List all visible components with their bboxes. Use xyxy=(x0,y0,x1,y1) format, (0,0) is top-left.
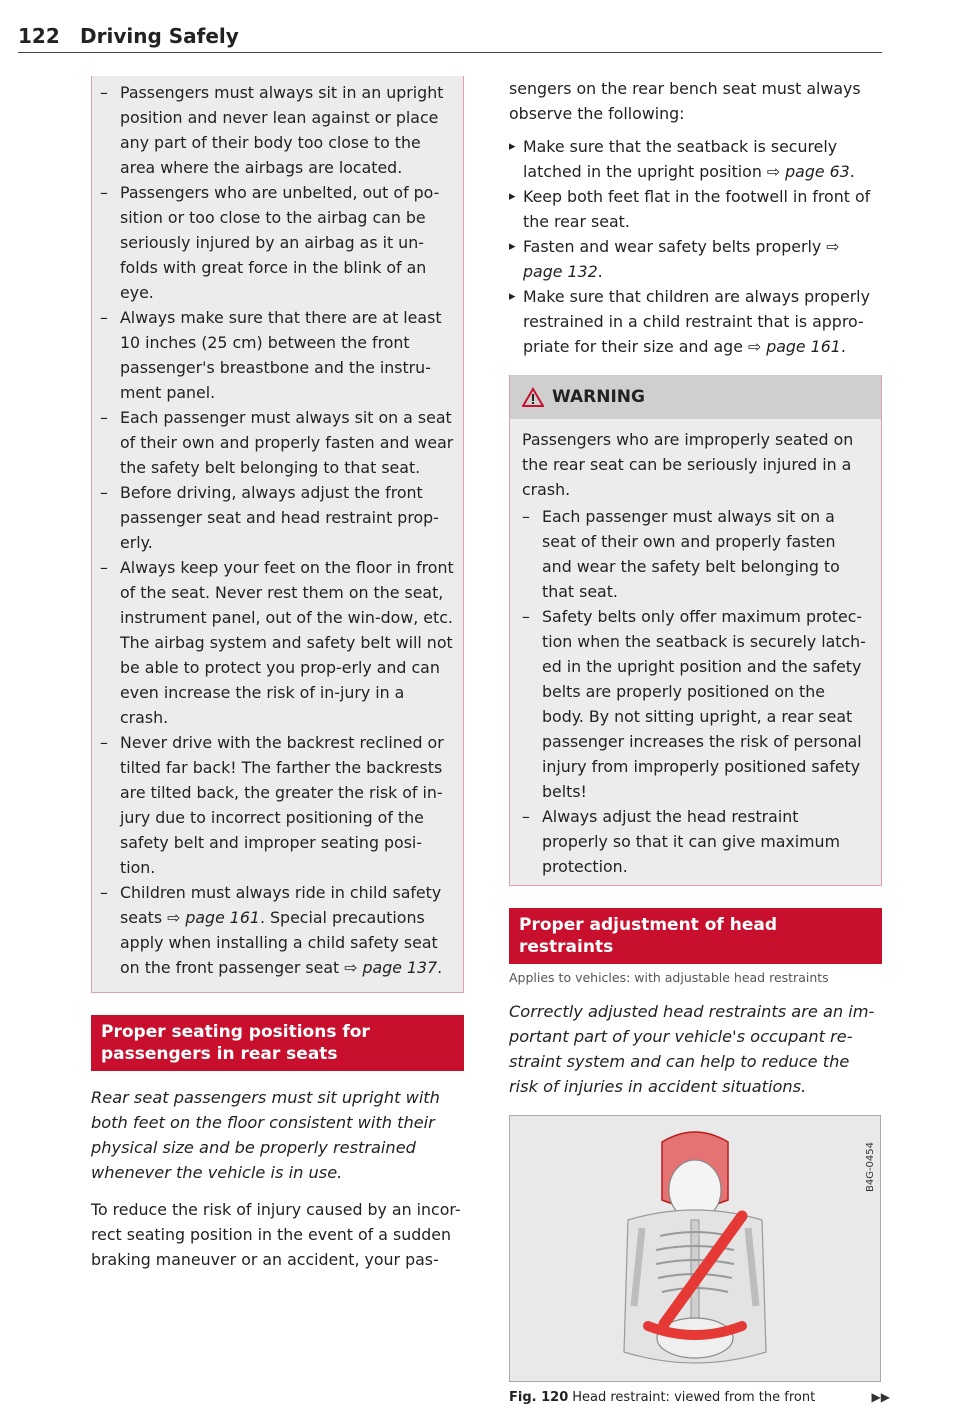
page-reference-link[interactable]: ⇨ page 137 xyxy=(344,958,438,977)
head-restraint-illustration xyxy=(510,1116,880,1381)
list-item: – Each passenger must always sit on a seat of their own and properly fasten and wear the safety belt belonging to that seat. xyxy=(522,504,869,604)
page-header xyxy=(18,22,882,53)
warning-triangle-icon xyxy=(522,387,544,407)
step-item: ▸ Fasten and wear safety belts properly ⇨ page 132. xyxy=(509,234,882,284)
list-item: – Passengers who are unbelted, out of po-sition or too close to the airbag can be seriously injured by an airbag as it un-folds with great force in the blink of an eye. xyxy=(100,180,455,305)
applies-to-note: Applies to vehicles: with adjustable head restraints xyxy=(509,970,829,985)
page-number: 122 xyxy=(18,24,60,48)
safety-notes-box xyxy=(91,76,464,993)
page-reference-link[interactable]: ⇨ page 161 xyxy=(747,337,841,356)
warning-title: WARNING xyxy=(552,387,645,407)
list-item: – Always make sure that there are at least 10 inches (25 cm) between the front passenger's breastbone and the instru-ment panel. xyxy=(100,305,455,405)
section-lead: Rear seat passengers must sit upright with both feet on the floor consistent with their physical size and be properly restrained whenever the vehicle is in use. xyxy=(91,1088,440,1182)
chapter-title: Driving Safely xyxy=(80,24,239,48)
body-text: To reduce the risk of injury caused by an incor-rect seating position in the event of a sudden braking maneuver or an accident, your pas- xyxy=(91,1200,461,1269)
page-reference-link[interactable]: ⇨ page 63 xyxy=(766,162,850,181)
list-item: – Passengers must always sit in an upright position and never lean against or place any part of their body too close to the area where the airbags are located. xyxy=(100,80,455,180)
section-heading-head-restraints: Proper adjustment of head restraints xyxy=(509,908,882,964)
page-reference-link[interactable]: ⇨ page 161 xyxy=(167,908,260,927)
warning-header xyxy=(510,375,881,419)
warning-intro: Passengers who are improperly seated on the rear seat can be seriously injured in a crash. xyxy=(522,430,854,499)
figure-code: B4G-0454 xyxy=(865,1142,876,1193)
right-column xyxy=(509,76,890,1405)
body-text-continued: sengers on the rear bench seat must always observe the following: xyxy=(509,79,861,123)
section-lead: Correctly adjusted head restraints are an im-portant part of your vehicle's occupant re-straint system and can help to reduce the risk of injuries in accident situations. xyxy=(509,1002,875,1096)
list-item: – Never drive with the backrest reclined or tilted far back! The farther the backrests are tilted back, the greater the risk of in-jury due to incorrect positioning of the safety belt and improper seating posi-tion. xyxy=(100,730,455,880)
continue-arrow-icon[interactable]: ▶▶ xyxy=(871,1390,890,1404)
step-item: ▸ Make sure that the seatback is securely latched in the upright position ⇨ page 63. xyxy=(509,134,882,184)
left-column xyxy=(91,76,464,1272)
list-item: – Each passenger must always sit on a seat of their own and properly fasten and wear the safety belt belonging to that seat. xyxy=(100,405,455,480)
figure-label: Fig. 120 xyxy=(509,1390,569,1405)
step-item: ▸ Keep both feet flat in the footwell in front of the rear seat. xyxy=(509,184,882,234)
warning-body xyxy=(510,419,881,885)
list-item: – Safety belts only offer maximum protec-tion when the seatback is securely latch-ed in the upright position and the safety belts are properly positioned on the body. By not sitting upright, a rear seat passenger increases the risk of personal injury from improperly positioned safety belts! xyxy=(522,604,869,804)
list-item: – Always keep your feet on the floor in front of the seat. Never rest them on the seat, instrument panel, out of the win-dow, etc. The airbag system and safety belt will not be able to protect you prop-erly and can even increase the risk of in-jury in a crash. xyxy=(100,555,455,730)
warning-list xyxy=(522,504,869,879)
list-item: – Children must always ride in child safety seats ⇨ page 161. Special precautions apply when installing a child safety seat on the front passenger seat ⇨ page 137. xyxy=(100,880,455,980)
figure-caption xyxy=(509,1390,890,1405)
head-restraint-figure xyxy=(509,1115,881,1382)
list-item: – Always adjust the head restraint properly so that it can give maximum protection. xyxy=(522,804,869,879)
section-heading-rear-seats: Proper seating positions for passengers in rear seats xyxy=(91,1015,464,1071)
safety-notes-list xyxy=(100,80,455,980)
page-reference-link[interactable]: ⇨ page 132 xyxy=(523,237,840,281)
list-item: – Before driving, always adjust the front passenger seat and head restraint prop-erly. xyxy=(100,480,455,555)
steps-list xyxy=(509,134,882,359)
step-item: ▸ Make sure that children are always properly restrained in a child restraint that is appro-priate for their size and age ⇨ page 161. xyxy=(509,284,882,359)
warning-box xyxy=(509,375,882,886)
figure-caption-text: Head restraint: viewed from the front xyxy=(572,1390,816,1405)
